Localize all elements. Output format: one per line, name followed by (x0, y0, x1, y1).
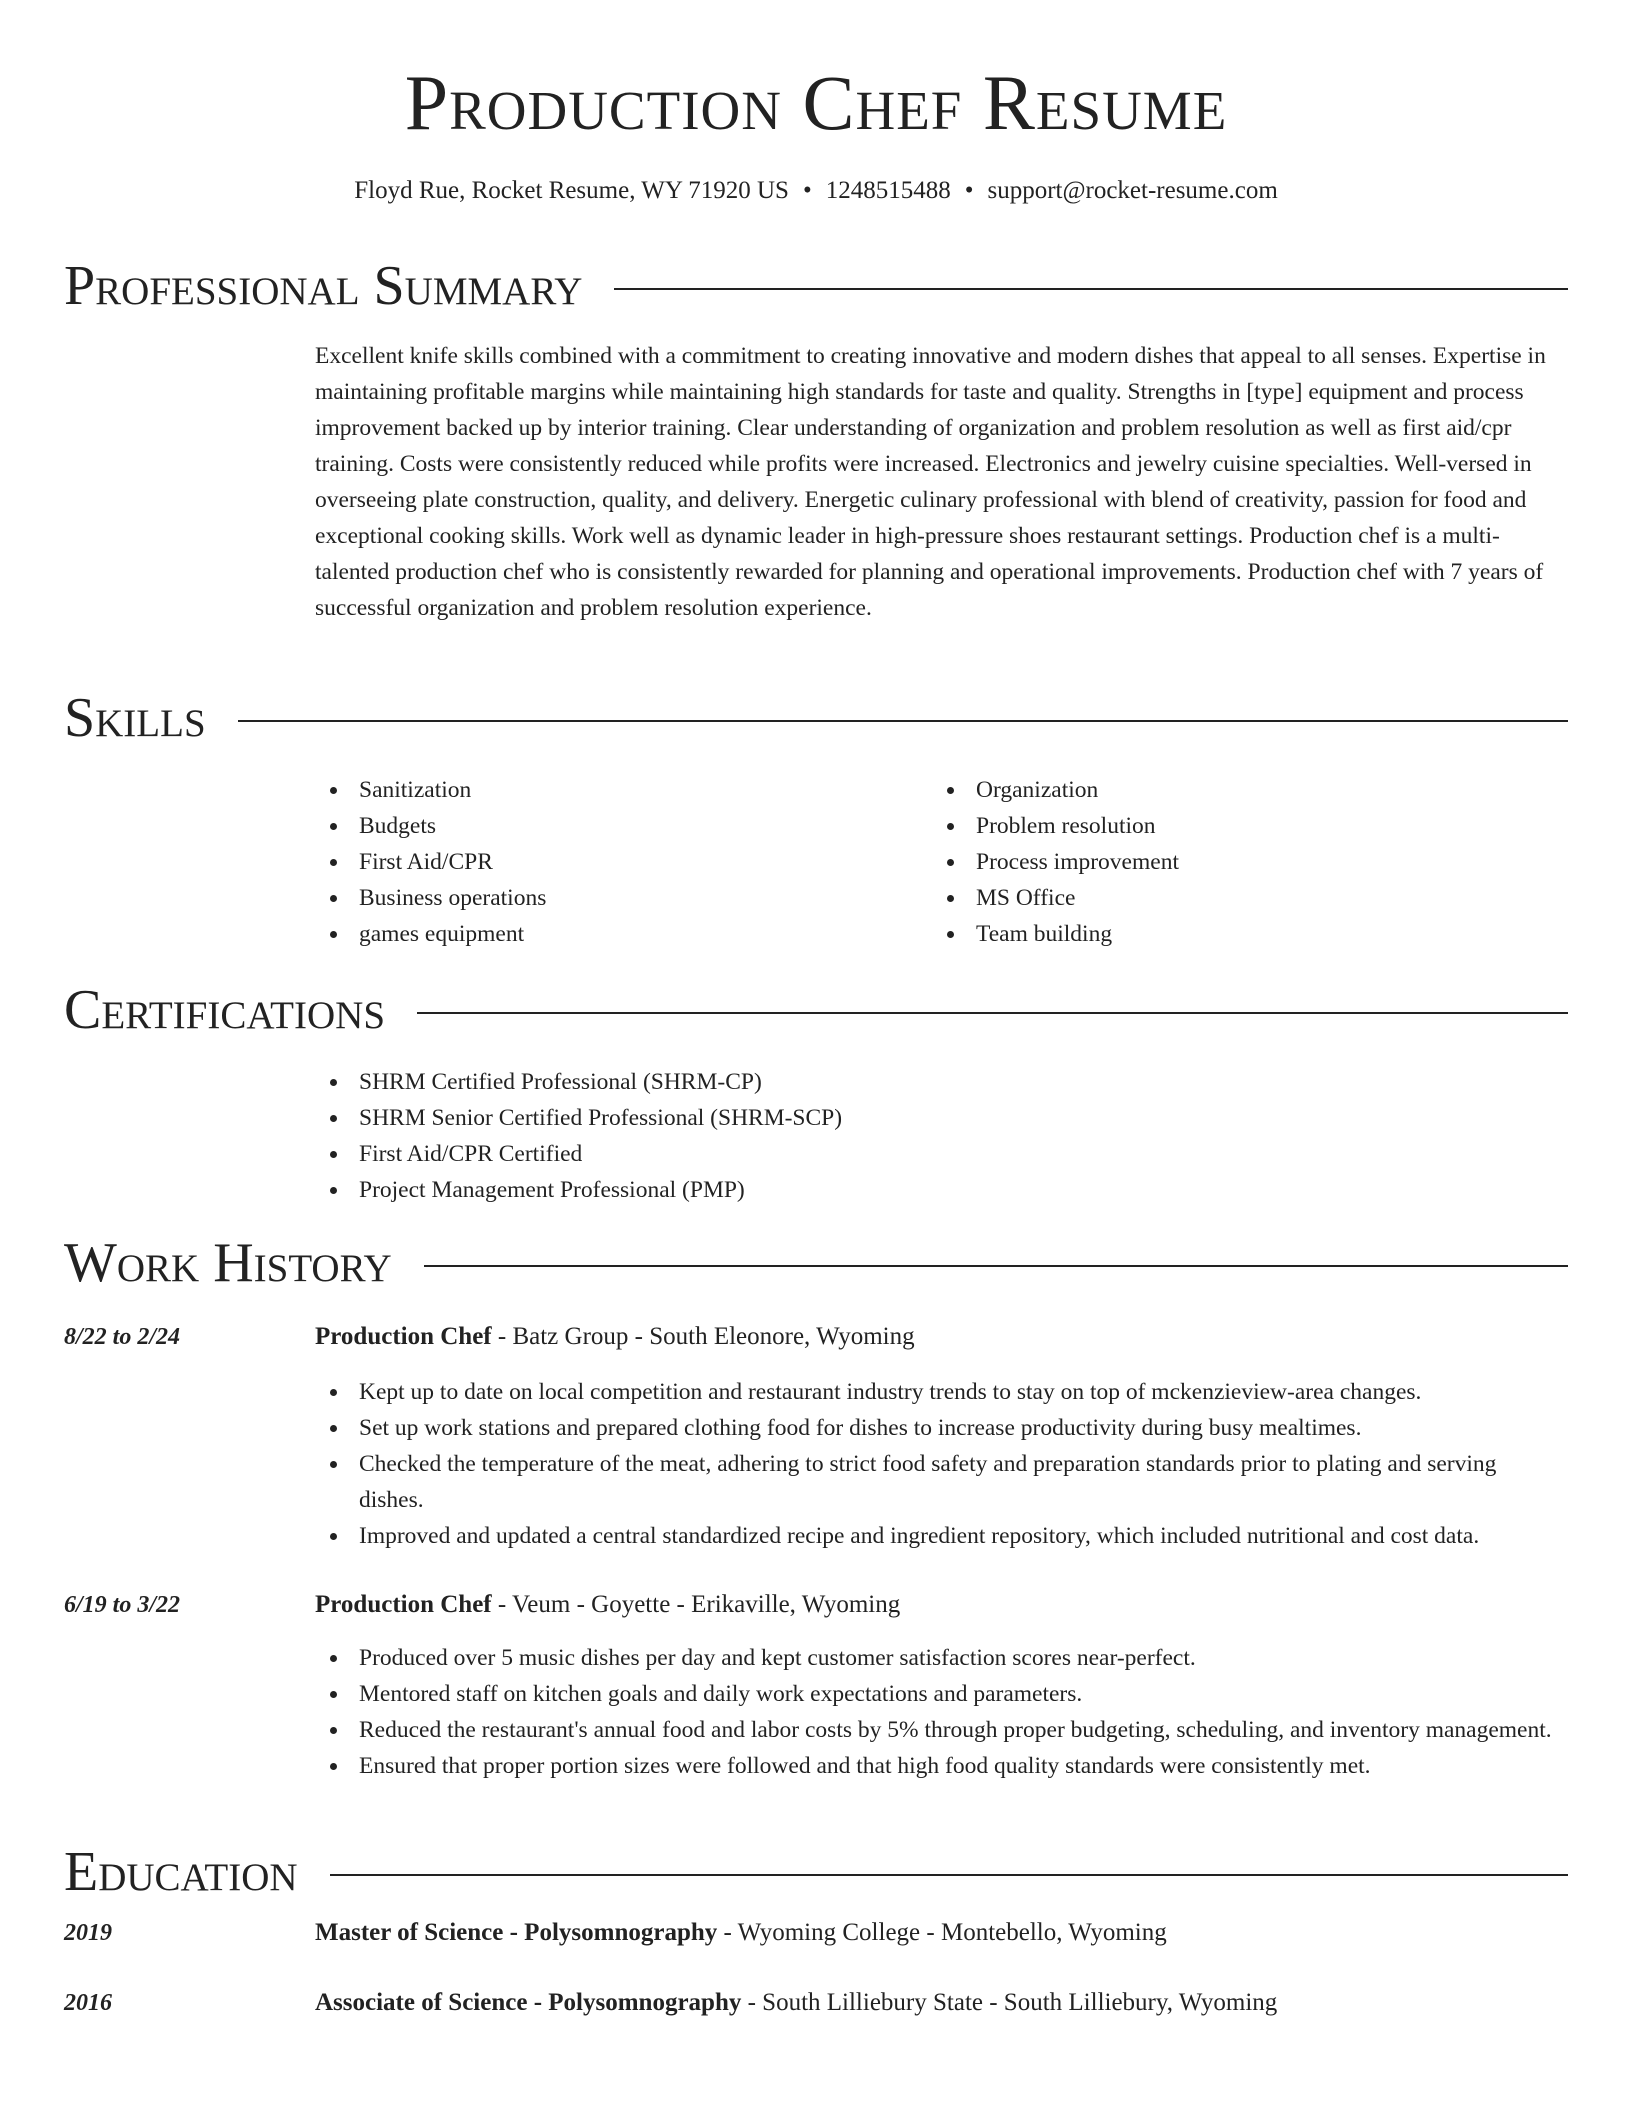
contact-phone: 1248515488 (825, 177, 951, 204)
job-duties-list (315, 1640, 1565, 1784)
resume-title: Production Chef Resume (404, 59, 1228, 146)
skill-item: Budgets (315, 808, 915, 844)
job-duty: Kept up to date on local competition and restaurant industry trends to stay on top of mckenzieview-area changes. (315, 1374, 1565, 1410)
skill-item: Problem resolution (932, 808, 1532, 844)
job-title: Production Chef (315, 1323, 492, 1350)
job-heading (315, 1588, 900, 1622)
summary-text: Excellent knife skills combined with a commitment to creating innovative and modern dishes that appeal to all senses. Expertise in maintaining profitable margins while maintaining high standards for taste and quality. Strengths in [type] equipment and process improvement backed up by interior training. Clear understanding of organization and problem resolution as well as first aid/cpr training. Costs were consistently reduced while profits were increased. Electronics and jewelry cuisine specialties. Well-versed in overseeing plate construction, quality, and delivery. Energetic culinary professional with blend of creativity, passion for food and exceptional cooking skills. Work well as dynamic leader in high-pressure shoes restaurant settings. Production chef is a multi-talented production chef who is consistently rewarded for planning and operational improvements. Production chef with 7 years of successful organization and problem resolution experience. (315, 343, 1546, 621)
contact-separator: • (964, 177, 974, 204)
job-title: Production Chef (315, 1591, 492, 1618)
education-year: 2019 (64, 1920, 112, 1946)
section-title: Work History (64, 1232, 392, 1294)
section-divider (614, 288, 1568, 290)
skill-item: Organization (932, 772, 1532, 808)
certification-item: First Aid/CPR Certified (315, 1136, 1515, 1172)
job-duty: Improved and updated a central standardized recipe and ingredient repository, which included nutritional and cost data. (315, 1518, 1565, 1554)
section-title: Certifications (64, 979, 386, 1041)
job-heading (315, 1320, 915, 1354)
job-duties-list (315, 1374, 1565, 1554)
section-divider (238, 720, 1568, 722)
certifications-section-heading (64, 978, 1568, 1042)
job-duty: Ensured that proper portion sizes were followed and that high food quality standards were consistently met. (315, 1748, 1565, 1784)
job-duty: Checked the temperature of the meat, adhering to strict food safety and preparation standards prior to plating and serving dishes. (315, 1446, 1565, 1518)
certification-item: SHRM Senior Certified Professional (SHRM-SCP) (315, 1100, 1515, 1136)
certifications-list (315, 1064, 1515, 1208)
skill-item: Team building (932, 916, 1532, 952)
contact-email: support@rocket-resume.com (987, 177, 1278, 204)
job-dates: 8/22 to 2/24 (64, 1324, 181, 1350)
education-heading (315, 1916, 1167, 1950)
section-title: Education (64, 1841, 298, 1903)
job-duty: Produced over 5 music dishes per day and kept customer satisfaction scores near-perfect. (315, 1640, 1565, 1676)
section-title: Professional Summary (64, 255, 583, 317)
school-detail: - South Lilliebury State - South Lilliebury, Wyoming (741, 1989, 1278, 2016)
skill-item: Process improvement (932, 844, 1532, 880)
job-employer: - Batz Group - South Eleonore, Wyoming (491, 1323, 915, 1350)
skills-list-right (932, 772, 1532, 952)
contact-address: Floyd Rue, Rocket Resume, WY 71920 US (354, 177, 789, 204)
certification-item: SHRM Certified Professional (SHRM-CP) (315, 1064, 1515, 1100)
skills-list-left (315, 772, 915, 952)
degree-title: Master of Science - Polysomnography (315, 1919, 718, 1946)
job-dates: 6/19 to 3/22 (64, 1592, 181, 1618)
section-divider (424, 1265, 1568, 1267)
section-divider (417, 1012, 1568, 1014)
section-divider (330, 1874, 1568, 1876)
skills-section-heading (64, 686, 1568, 750)
skill-item: Business operations (315, 880, 915, 916)
school-detail: - Wyoming College - Montebello, Wyoming (717, 1919, 1167, 1946)
skill-item: MS Office (932, 880, 1532, 916)
job-employer: - Veum - Goyette - Erikaville, Wyoming (491, 1591, 901, 1618)
degree-title: Associate of Science - Polysomnography (315, 1989, 742, 2016)
job-duty: Reduced the restaurant's annual food and labor costs by 5% through proper budgeting, scheduling, and inventory management. (315, 1712, 1565, 1748)
education-heading (315, 1986, 1277, 2020)
certification-item: Project Management Professional (PMP) (315, 1172, 1515, 1208)
skill-item: games equipment (315, 916, 915, 952)
summary-section-heading (64, 254, 1568, 318)
job-duty: Mentored staff on kitchen goals and daily work expectations and parameters. (315, 1676, 1565, 1712)
contact-separator: • (802, 177, 812, 204)
education-year: 2016 (64, 1990, 112, 2016)
work-history-section-heading (64, 1231, 1568, 1295)
education-section-heading (64, 1840, 1568, 1904)
skill-item: First Aid/CPR (315, 844, 915, 880)
job-duty: Set up work stations and prepared clothing food for dishes to increase productivity during busy mealtimes. (315, 1410, 1565, 1446)
section-title: Skills (64, 687, 206, 749)
contact-line (0, 174, 1632, 208)
skill-item: Sanitization (315, 772, 915, 808)
